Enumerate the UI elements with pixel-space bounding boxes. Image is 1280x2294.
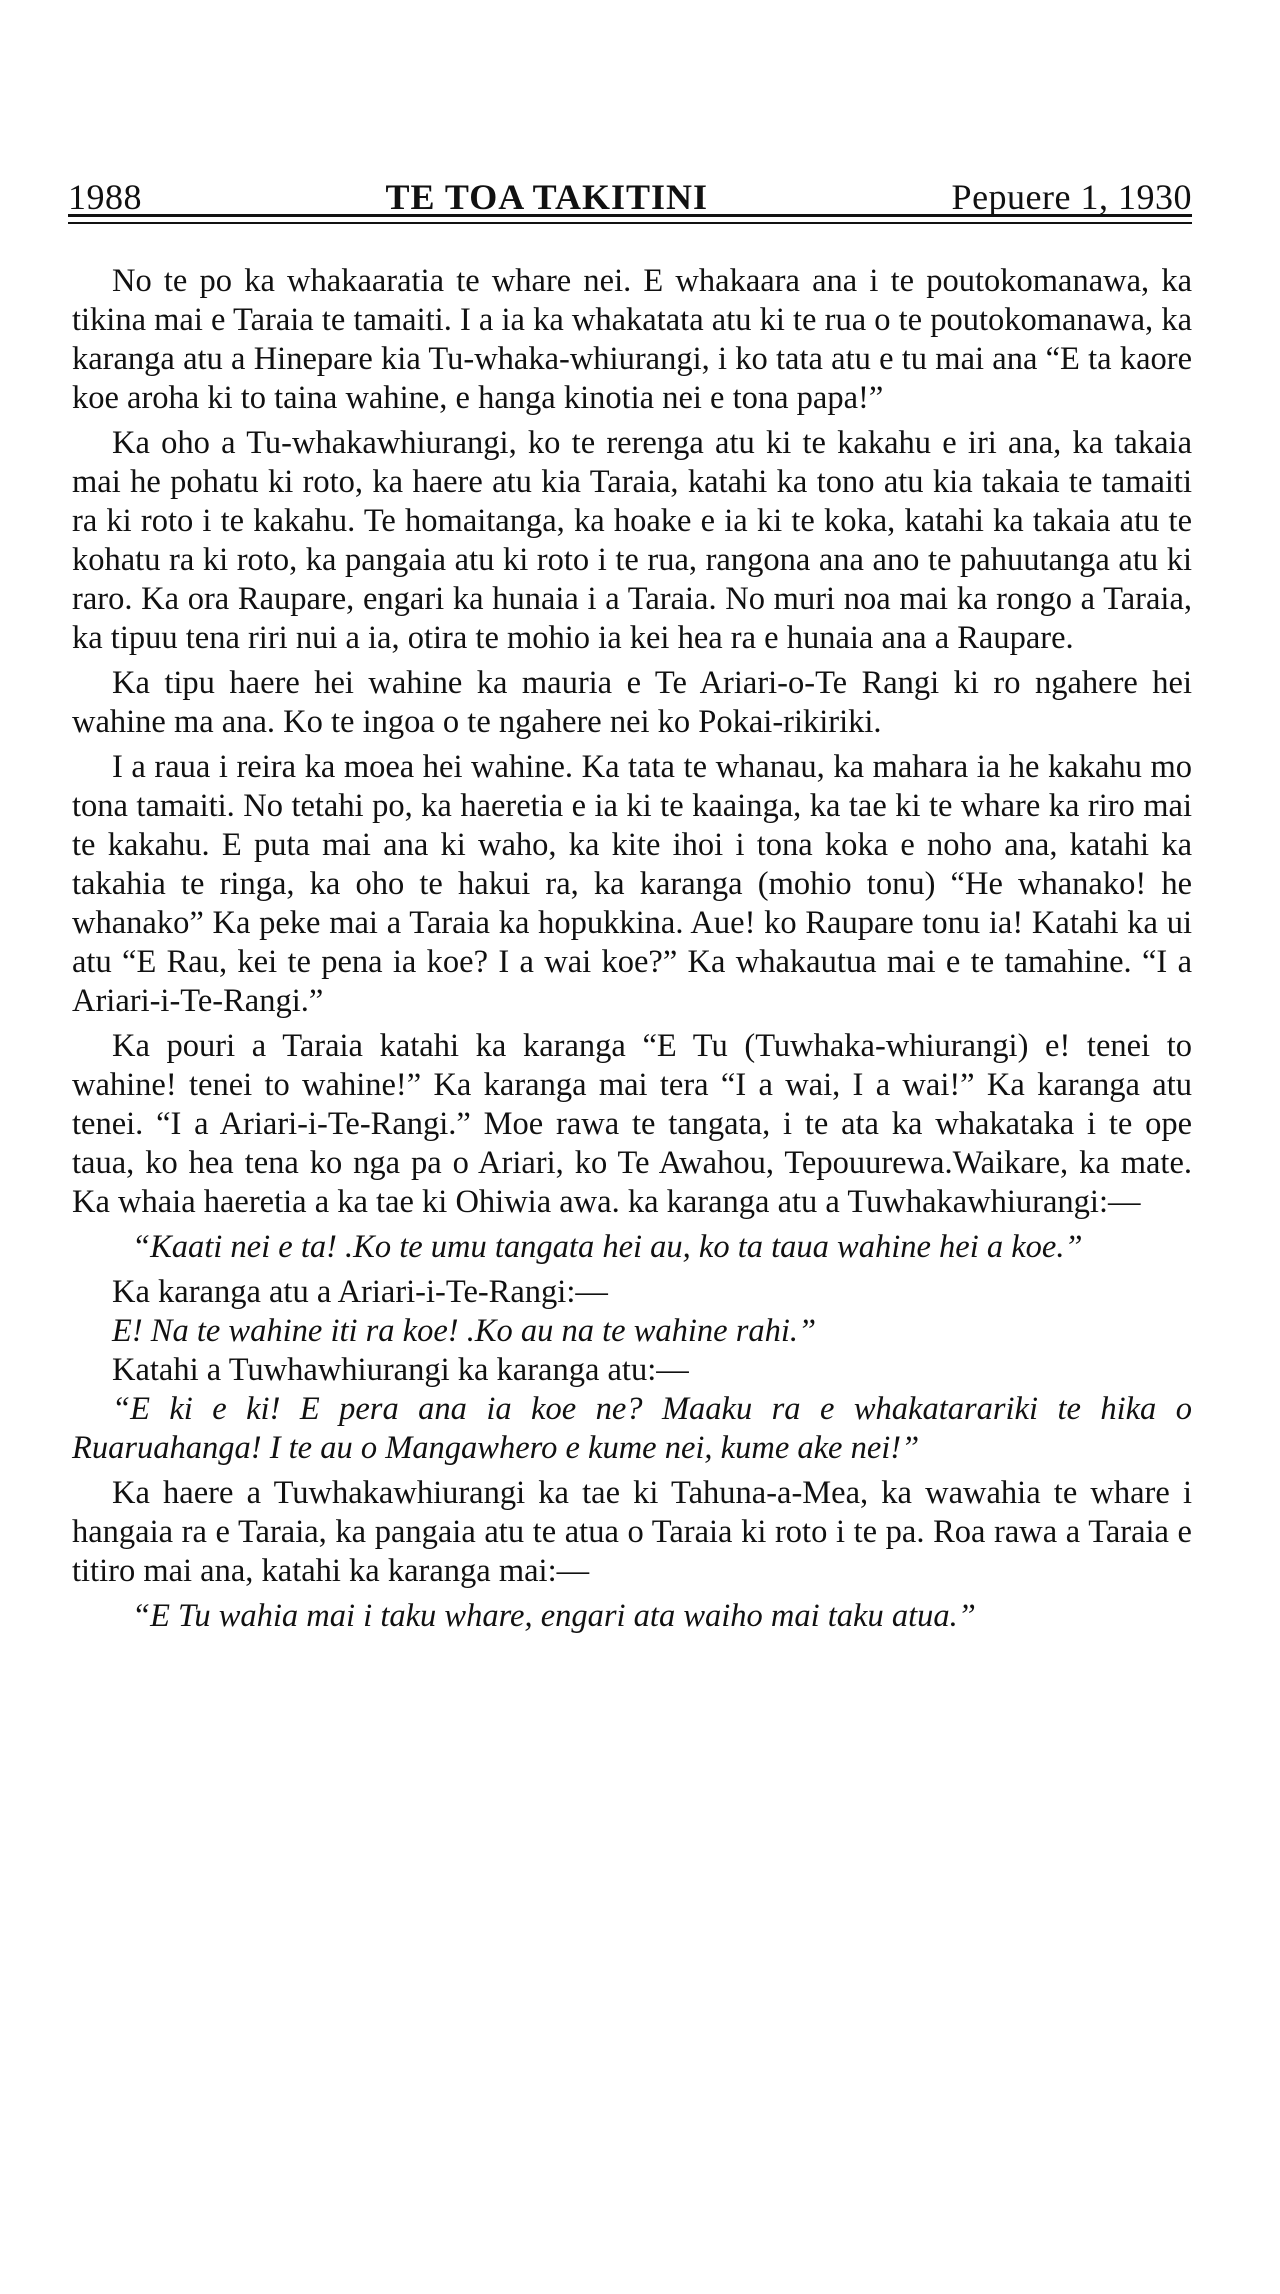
- quoted-verse: “Kaati nei e ta! .Ko te umu tangata hei au, ko ta taua wahine hei a koe.”: [132, 1229, 1083, 1265]
- header-rule-bottom: [68, 222, 1192, 224]
- paragraph: No te po ka whakaaratia te whare nei. E whakaara ana i te poutokomanawa, ka tikina mai e Taraia te tamaiti. I a ia ka whakatata atu ki te rua o te poutokomanawa, ka karanga atu a Hinepare kia Tu-whaka-whiurangi, i ko tata atu e tu mai ana “E ta kaore koe aroha ki to taina wahine, e hanga kinotia nei e tona papa!”: [72, 263, 1192, 416]
- page-number: 1988: [68, 177, 142, 217]
- issue-date: Pepuere 1, 1930: [951, 177, 1192, 217]
- paragraph: Ka karanga atu a Ariari-i-Te-Rangi:—: [112, 1274, 608, 1310]
- paragraph: Ka haere a Tuwhakawhiurangi ka tae ki Tahuna-a-Mea, ka wawahia te whare i hangaia ra e Taraia, ka pangaia atu te atua o Taraia ki roto i te pa. Roa rawa a Taraia e titiro mai ana, katahi ka karanga mai:—: [72, 1475, 1192, 1589]
- quoted-verse: “E ki e ki! E pera ana ia koe ne? Maaku ra e whakatarariki te hika o Ruaruahanga! I te au o Mangawhero e kume nei, kume ake nei!”: [72, 1391, 1192, 1466]
- paragraph: Ka tipu haere hei wahine ka mauria e Te Ariari-o-Te Rangi ki ro ngahere hei wahine ma ana. Ko te ingoa o te ngahere nei ko Pokai-rikiriki.: [72, 665, 1192, 740]
- running-header: [68, 162, 1192, 218]
- paragraph: Katahi a Tuwhawhiurangi ka karanga atu:—: [112, 1352, 689, 1388]
- paragraph: Ka pouri a Taraia katahi ka karanga “E Tu (Tuwhaka-whiurangi) e! tenei to wahine! tenei to wahine!” Ka karanga mai tera “I a wai, I a wai!” Ka karanga atu tenei. “I a Ariari-i-Te-Rangi.” Moe rawa te tangata, i te ata ka whakataka i te ope taua, ko hea tena ko nga pa o Ariari, ko Te Awahou, Tepouurewa.Waikare, ka mate. Ka whaia haeretia a ka tae ki Ohiwia awa. ka karanga atu a Tuwhakawhiurangi:—: [72, 1028, 1192, 1220]
- paragraph: I a raua i reira ka moea hei wahine. Ka tata te whanau, ka mahara ia he kakahu mo tona tamaiti. No tetahi po, ka haeretia e ia ki te kaainga, ka tae ki te whare ka riro mai te kakahu. E puta mai ana ki waho, ka kite ihoi i tona koka e noho ana, katahi ka takahia te ringa, ka oho te hakui ra, ka karanga (mohio tonu) “He whanako! he whanako” Ka peke mai a Taraia ka hopukkina. Aue! ko Raupare tonu ia! Katahi ka ui atu “E Rau, kei te pena ia koe? I a wai koe?” Ka whakautua mai e te tamahine. “I a Ariari-i-Te-Rangi.”: [72, 749, 1192, 1019]
- paragraph: Ka oho a Tu-whakawhiurangi, ko te rerenga atu ki te kakahu e iri ana, ka takaia mai he pohatu ki roto, ka haere atu kia Taraia, katahi ka tono atu kia takaia te tamaiti ra ki roto i te kakahu. Te homaitanga, ka hoake e ia ki te koka, katahi ka takaia atu te kohatu ra ki roto, ka pangaia atu ki roto i te rua, rangona ana ano te pahuutanga atu ki raro. Ka ora Raupare, engari ka hunaia i a Taraia. No muri noa mai ka rongo a Taraia, ka tipuu tena riri nui a ia, otira te mohio ia kei hea ra e hunaia ana a Raupare.: [72, 425, 1192, 656]
- header-rule-top: [68, 214, 1192, 217]
- article-body: [72, 262, 1192, 1642]
- quoted-verse: E! Na te wahine iti ra koe! .Ko au na te wahine rahi.”: [112, 1313, 817, 1349]
- quoted-verse: “E Tu wahia mai i taku whare, engari ata waiho mai taku atua.”: [132, 1598, 976, 1634]
- journal-title: TE TOA TAKITINI: [385, 177, 709, 217]
